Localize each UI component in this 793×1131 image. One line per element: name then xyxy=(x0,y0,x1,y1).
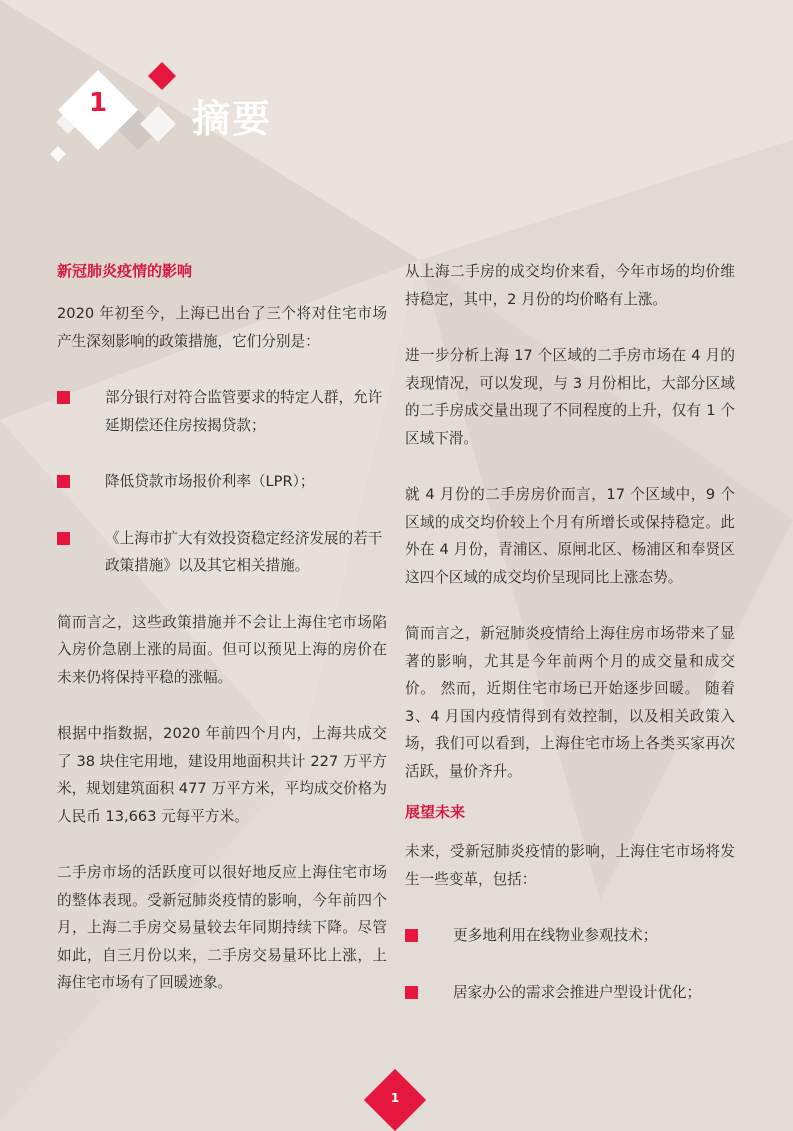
paragraph: 从上海二手房的成交均价来看，今年市场的均价维持稳定，其中，2 月份的均价略有上涨。 xyxy=(405,263,735,308)
paragraph: 简而言之，新冠肺炎疫情给上海住房市场带来了显著的影响，尤其是今年前两个月的成交量和成交价。 然而，近期住宅市场已开始逐步回暖。 随着 3、4 月国内疫情得到有效控制，以及相关政策入场，我们可以看到，上海住宅市场上各类买家再次活跃，量价齐升。 xyxy=(405,625,735,780)
section-number: 1 xyxy=(88,88,108,118)
left-column xyxy=(57,258,387,1026)
policy-list xyxy=(57,384,387,580)
paragraph: 二手房市场的活跃度可以很好地反应上海住宅市场的整体表现。受新冠肺炎疫情的影响，今年前四个月，上海二手房交易量较去年同期持续下降。尽管如此，自三月份以来，二手房交易量环比上涨，上海住宅市场有了回暖迹象。 xyxy=(57,864,387,991)
list-item-text: 部分银行对符合监管要求的特定人群，允许延期偿还住房按揭贷款； xyxy=(105,389,383,434)
bullet-square-icon xyxy=(57,475,70,488)
covid-impact-heading: 新冠肺炎疫情的影响 xyxy=(57,262,193,280)
outlook-list xyxy=(405,922,735,1006)
paragraph: 进一步分析上海 17 个区域的二手房市场在 4 月的表现情况，可以发现，与 3 月份相比，大部分区域的二手房成交量出现了不同程度的上升，仅有 1 个区域下滑。 xyxy=(405,347,735,447)
page-title: 摘要 xyxy=(192,97,273,141)
list-item-text: 《上海市扩大有效投资稳定经济发展的若干政策措施》以及其它相关措施。 xyxy=(105,529,383,574)
list-item xyxy=(57,525,387,580)
paragraph: 就 4 月份的二手房房价而言，17 个区域中，9 个区域的成交均价较上个月有所增长或保持稳定。此外在 4 月份，青浦区、原闸北区、杨浦区和奉贤区这四个区域的成交均价呈现同比上涨态势。 xyxy=(405,486,735,586)
intro-paragraph: 2020 年初至今，上海已出台了三个将对住宅市场产生深刻影响的政策措施，它们分别是： xyxy=(57,305,387,350)
outlook-intro: 未来，受新冠肺炎疫情的影响，上海住宅市场将发生一些变革，包括： xyxy=(405,843,735,888)
list-item xyxy=(57,384,387,439)
bullet-square-icon xyxy=(405,929,418,942)
diamond-cluster-icon xyxy=(40,62,200,172)
bullet-square-icon xyxy=(57,532,70,545)
section-header xyxy=(40,62,360,172)
list-item xyxy=(405,922,735,950)
page-number-badge xyxy=(365,1070,425,1130)
bullet-square-icon xyxy=(57,391,70,404)
paragraph: 简而言之，这些政策措施并不会让上海住宅市场陷入房价急剧上涨的局面。但可以预见上海的房价在未来仍将保持平稳的涨幅。 xyxy=(57,613,387,686)
page-number: 1 xyxy=(390,1091,400,1105)
list-item xyxy=(405,979,735,1007)
bullet-square-icon xyxy=(405,986,418,999)
right-column xyxy=(405,258,735,1035)
list-item-text: 居家办公的需求会推进户型设计优化； xyxy=(453,983,702,1001)
list-item-text: 降低贷款市场报价利率（LPR）； xyxy=(105,473,315,490)
paragraph: 根据中指数据，2020 年前四个月内，上海共成交了 38 块住宅用地，建设用地面积共计 227 万平方米，规划建筑面积 477 万平方米，平均成交价格为人民币 13,663 元每平方米。 xyxy=(57,725,387,825)
list-item xyxy=(57,468,387,496)
outlook-heading: 展望未来 xyxy=(405,803,466,821)
list-item-text: 更多地利用在线物业参观技术； xyxy=(453,927,658,944)
